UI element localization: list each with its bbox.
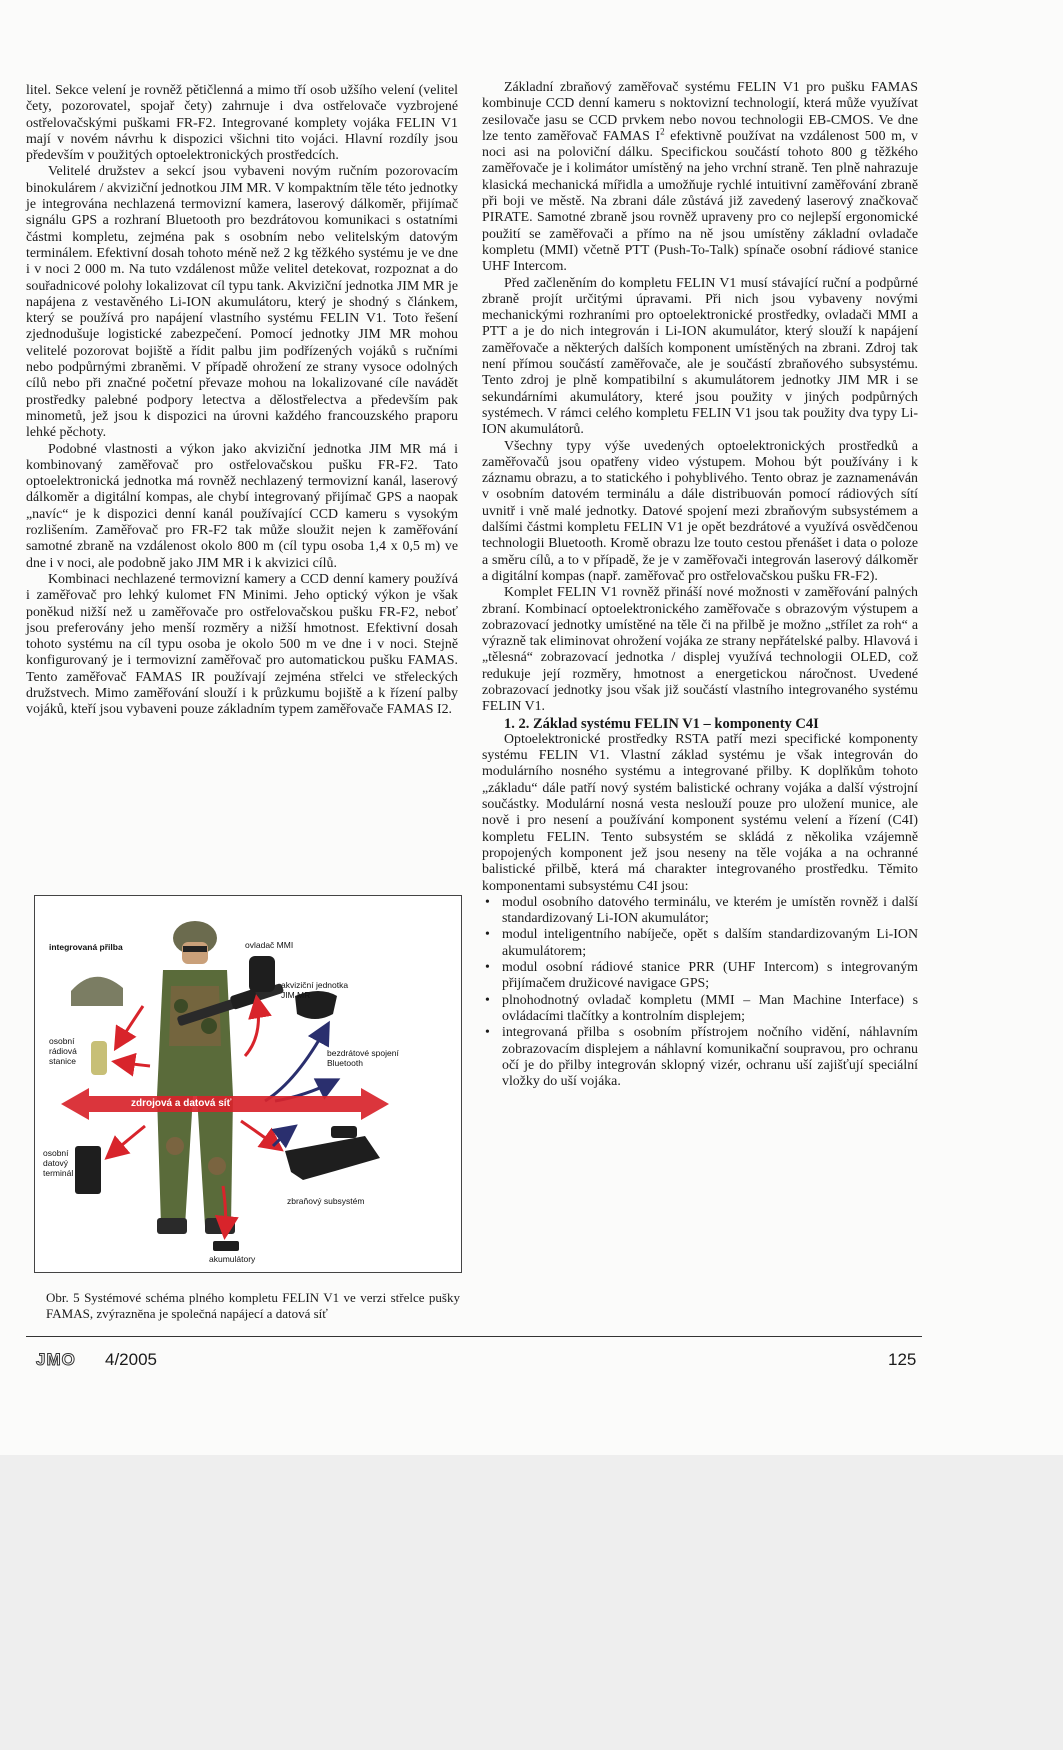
paragraph: Kombinaci nechlazené termovizní kamery a CCD denní kamery používá i zaměřovač pro lehký kulomet FN Minimi. Jeho optický výkon je však poněkud nižší než u zaměřovače pro ostřelovačskou pušku FR-F2, neboť jsou preferovány jeho menší rozměry a nižší hmotnost. Efektivní dosah tohoto systému na cíl typu osoba je okolo 500 m ve dne i v noci. Stejně konfigurovaný je i termovizní zaměřovač pro automatickou pušku FAMAS. Tento zaměřovač FAMAS IR používají zejména střelci ve střeleckých družstvech. Mimo zaměřování slouží i k průzkumu bojiště a k řízení palby vojáků, kteří jsou vybaveni pouze základním typem zaměřovače FAMAS I2. [26, 571, 458, 718]
left-column [26, 83, 458, 719]
paragraph: Podobné vlastnosti a výkon jako akviziční jednotka JIM MR má i kombinovaný zaměřovač pro ostřelovačskou pušku FR-F2. Tato optoelektronická jednotka má rovněž nechlazený termovizní kanál, laserový dálkoměr a digitální kompas, ale chybí integrovaný přijímač GPS a naopak „navíc“ je k dispozici denní kanál používající CCD kameru s vysokým rozlišením. Zaměřovač pro FR-F2 tak může sloužit nejen k zaměřování samotné zbraně na vzdálenost okolo 800 m (cíl typu osoba 1,4 x 0,5 m) ve dne i v noci, ale podobně jako JIM MR i k akvizici cílů. [26, 441, 458, 571]
paragraph [482, 80, 918, 276]
label-jim-mr: akviziční jednotka JIM MR [281, 980, 349, 1000]
paragraph: Velitelé družstev a sekcí jsou vybaveni novým ručním pozorovacím binokulárem / akviziční jednotkou JIM MR. V kompaktním těle této jednotky je integrována nechlazená termovizní kamera, laserový dálkoměr, přijímač signálu GPS a rozhraní Bluetooth pro bezdrátovou komunikaci s ostatními částmi kompletu, zejména pak s osobním nebo velitelským datovým terminálem. Efektivní dosah tohoto méně než 2 kg těžkého systému je ve dne i v noci 2 000 m. Na tuto vzdálenost může velitel detekovat, rozpoznat a do souřadnicové polohy lokalizovat cíl typu tank. Akviziční jednotka JIM MR je napájena z vestavěného Li-ION akumulátoru, který je shodný s článkem, který se používá pro napájení vlastního systému FELIN V1. Toto řešení zjednodušuje logistické zabezpečení. Pomocí jednotky JIM MR mohou velitelé pozorovat bojiště a řídit palbu jim podřízených vojáků s ručními nebo podpůrnými zbraněmi. V případě ohrožení ze strany vysoce odolných cílů nebo při značné početní převaze mohou na lokalizované cíle navádět prostředky palebné podpory letectva a dělostřelectva a především pak minometů, jež jsou k dispozici na úrovni každého francouzského praporu lehké pěchoty. [26, 164, 458, 441]
c4i-component-list [482, 895, 918, 1091]
page-number: 125 [888, 1350, 917, 1369]
list-item: • integrovaná přilba s osobním přístrojem nočního vidění, náhlavním zobrazovacím displejem a náhlavní komunikační soupravou, pro ochranu očí je do přilby integrován sklopný vizér, ochranu uší zajišťují speciální vložky do uší vojáka. [502, 1025, 918, 1090]
label-radio: osobní rádiová stanice [49, 1036, 77, 1066]
terminal-icon [75, 1146, 101, 1194]
label-terminal: osobní datový terminál [43, 1148, 74, 1178]
section-heading: 1. 2. Základ systému FELIN V1 – komponenty C4I [504, 715, 819, 732]
helmet-icon [71, 977, 123, 1006]
radio-icon [91, 1041, 107, 1075]
paragraph: Před začleněním do kompletu FELIN V1 musí stávající ruční a podpůrné zbraně projít určitými úpravami. Při nich jsou vybaveny novými mechanickými rozhraními pro optoelektronické prostředky, ovladači MMI a PTT a je do nich integrován i Li-ION akumulátor, který slouží k napájení zaměřovače a některých dalších komponent umístěných na zbrani. Zdroj tak není přímou součástí zaměřovače, ale je součástí zbraňového subsystému. Tento zdroj je plně kompatibilní s akumulátorem jednotky JIM MR i se sekundárními akumulátory, které jsou použity v jiných podpůrných systémech. V rámci celého kompletu FELIN V1 jsou tak použity dva typy Li-ION akumulátorů. [482, 275, 918, 438]
paragraph: Komplet FELIN V1 rovněž přináší nové možnosti v zaměřování palných zbraní. Kombinací optoelektronického zaměřovače s obrazovým výstupem a zobrazovací jednotky umístěné na těle či na přilbě je možno „střílet za roh“ a výrazně tak eliminovat ohrožení vojáka ze strany nepřátelské palby. Hlavová i „tělesná“ zobrazovací jednotka / displej využívá technologii OLED, což redukuje její rozměry, hmotnost a energetickou náročnost. Uvedené zobrazovací jednotky jsou však již součástí vlastního integrovaného systému FELIN V1. [482, 585, 918, 715]
paragraph-text: Základní zbraňový zaměřovač systému FELIN V1 pro pušku FAMAS kombinuje CCD denní kameru s noktovizní technologií, která může využívat zesilovače jasu se CCD prvkem nebo novou technologii EB-CMOS. Ve dne lze tento zaměřovač FAMAS I [482, 80, 918, 144]
journal-logo: JMO [36, 1350, 76, 1369]
label-helmet: integrovaná přilba [49, 942, 123, 952]
system-diagram-figure [34, 895, 462, 1273]
list-item: • modul osobního datového terminálu, ve kterém je umístěn rovněž i další standardizovaný Li-ION akumulátor; [502, 895, 918, 928]
paragraph: Všechny typy výše uvedených optoelektronických prostředků a zaměřovačů jsou opatřeny video výstupem. Mohou být používány i k záznamu obrazu, a to statického i pohyblivého. Tento obraz je zaznamenáván v osobním datovém terminálu a dále distribuován pomocí rádiových sítí uvnitř i vně malé jednotky. Datové spojení mezi zbraňovým subsystémem a dalšími částmi kompletu FELIN V1 je opět bezdrátové a využívá osvědčenou technologii Bluetooth. Kromě obrazu lze touto cestou přenášet i data o poloze a směru cílů, a to v případě, že je v zaměřovači integrován laserový dálkoměr a digitální kompas (např. zaměřovač pro ostřelovačskou pušku FR-F2). [482, 438, 918, 584]
scan-background [0, 1455, 1063, 1750]
right-column [482, 80, 918, 1090]
label-bluetooth: bezdrátové spojení Bluetooth [327, 1048, 399, 1068]
figure-caption: Obr. 5 Systémové schéma plného kompletu FELIN V1 ve verzi střelce pušky FAMAS, zvýrazněna je společná napájecí a datová síť [46, 1290, 460, 1321]
list-item: • plnohodnotný ovladač kompletu (MMI – Man Machine Interface) s ovládacími tlačítky a kontrolním displejem; [502, 993, 918, 1026]
rifle-icon [285, 1136, 380, 1180]
label-mmi: ovladač MMI [245, 940, 294, 950]
list-item: • modul inteligentního nabíječe, opět s dalším standardizovaným Li-ION akumulátorem; [502, 927, 918, 960]
label-battery: akumulátory [209, 1254, 256, 1264]
paragraph: litel. Sekce velení je rovněž pětičlenná a mimo tří osob užšího velení (velitel čety, pozorovatel, spojař čety) zahrnuje i dva ostřelovače vyzbrojené ostřelovačskými puškami FR-F2. Integrované komplety vojáka FELIN V1 mají v novém návrhu k dispozici všichni tito vojáci. Hlavní rozdíly jsou především v použitých optoelektronických prostředcích. [26, 83, 458, 164]
label-weapon-subsystem: zbraňový subsystém [287, 1196, 365, 1206]
paragraph: Optoelektronické prostředky RSTA patří mezi specifické komponenty systému FELIN V1. Vlastní základ systému je však integrován do modulárního nosného systému a integrované přilby. K doplňkům tohoto „základu“ dále patří nový systém balistické ochrany vojáka a další výstrojní součástky. Modulární nosná vesta neslouží pouze pro uložení munice, ale nově i pro nesení a používání komponent systému velení a řízení (C4I) kompletu FELIN. Tento subsystém se skládá z několika vzájemně propojených komponent jež jsou neseny na těle vojáka a na ochranné balistické přilbě, která má charakter integrovaného prostředku. Těmito komponentami subsystému C4I jsou: [482, 731, 918, 894]
mmi-controller-icon [249, 956, 275, 992]
footer-divider [26, 1336, 922, 1337]
paragraph-text: efektivně používat na vzdálenost 500 m, v noci asi na poloviční dálku. Specifickou součástí tohoto 800 g těžkého zaměřovače je i kolimátor umístěný na jeho vrchní straně. Ten plně nahrazuje klasická mechanická mířidla a umožňuje rychlé intuitivní zaměřování zbraně při boji ve městě. Na zbrani dále zůstává již zavedený laserový značkovač PIRATE. Samotné zbraně jsou rovněž upraveny pro co nejlepší ergonomické použití se zaměřovači a přímo na ně jsou umístěny základní ovladače kompletu (MMI) včetně PTT (Push-To-Talk) spínače osobní rádiové stanice UHF Intercom. [482, 128, 918, 275]
issue-number: 4/2005 [105, 1350, 157, 1369]
list-item: • modul osobní rádiové stanice PRR (UHF Intercom) s integrovaným přijímačem družicové navigace GPS; [502, 960, 918, 993]
superscript: 2 [660, 126, 665, 137]
label-network: zdrojová a datová síť [131, 1098, 232, 1109]
system-diagram [35, 896, 461, 1272]
battery-icon [213, 1241, 239, 1251]
